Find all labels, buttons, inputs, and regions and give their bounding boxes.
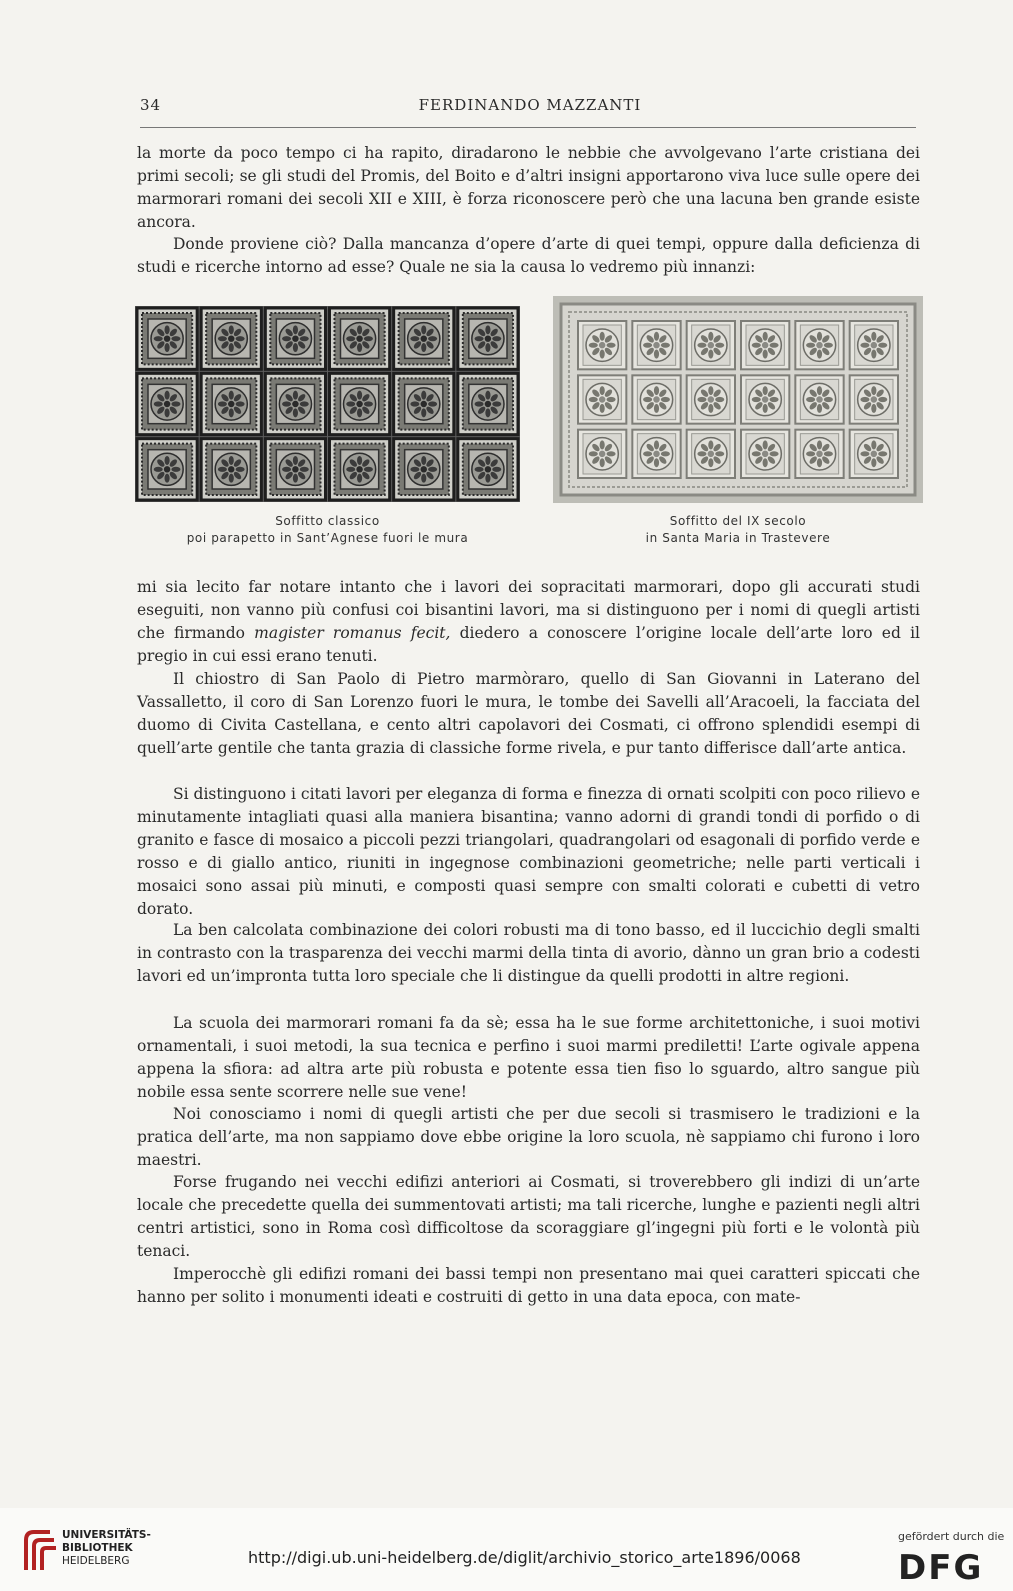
coffer-panel [458, 439, 518, 500]
coffer-panel [741, 430, 789, 478]
coffer-panel [330, 439, 390, 500]
header-rule [140, 127, 916, 128]
coffer-panel [265, 373, 325, 434]
figure-caption-1-subtitle: poi parapetto in Sant’Agnese fuori le mura [186, 531, 469, 545]
coffer-panel [687, 321, 735, 369]
paragraph-2: Donde proviene ciò? Dalla mancanza d’opere d’arte di quei tempi, oppure dalla deficienza di studi e ricerche intorno ad esse? Quale ne sia la causa lo vedremo più innanzi: [137, 235, 920, 276]
coffer-panel [137, 439, 197, 500]
paragraph-8: Noi conosciamo i nomi di quegli artisti che per due secoli si trasmisero le tradizioni e la pratica dell’arte, ma non sappiamo dove ebbe origine la loro scuola, nè sappiamo chi furono i loro maestri. [137, 1105, 920, 1169]
coffer-panel [394, 308, 454, 369]
paragraph-3: mi sia lecito far notare intanto che i lavori dei sopracitati marmorari, dopo gli accurati studi eseguiti, non vanno più confusi coi bisantini lavori, ma si distinguono per i nomi di quegli artisti che firmando magister romanus fecit, diedero a conoscere l’origine locale dell’arte loro ed il pregio in cui essi erano tenuti. [137, 578, 920, 665]
coffer-panel [394, 373, 454, 434]
coffer-panel [795, 430, 843, 478]
coffer-panel [795, 375, 843, 423]
coffered-ceiling-classic-image [135, 306, 520, 502]
coffer-panel [632, 430, 680, 478]
coffer-panel [201, 373, 261, 434]
coffer-panel [265, 439, 325, 500]
figure-caption-2-title: Soffitto del IX secolo [669, 514, 807, 528]
coffered-ceiling-ix-century-image [553, 296, 923, 503]
paragraph-9: Forse frugando nei vecchi edifizi anteriori ai Cosmati, si troverebbero gli indizi di un’arte locale che precedette quella dei summentovati artisti; ma tali ricerche, lunghe e pazienti negli altri centri artistici, sono in Roma così difficoltose da scoraggiare gl’ingegni più forti e le volontà più tenaci. [137, 1173, 920, 1260]
coffer-panel [137, 308, 197, 369]
coffer-panel [578, 321, 626, 369]
figure-caption-1 [130, 513, 525, 547]
university-library-logo-icon [20, 1526, 60, 1576]
coffer-panel [394, 439, 454, 500]
paragraph-10: Imperocchè gli edifizi romani dei bassi tempi non presentano mai quei caratteri spiccati che hanno per solito i monumenti ideati e costruiti di getto in una data epoca, con mate- [137, 1265, 920, 1306]
coffer-panel [741, 321, 789, 369]
figure-caption-2-subtitle: in Santa Maria in Trastevere [645, 531, 831, 545]
dfg-logo: DFG [898, 1548, 984, 1588]
coffer-panel [265, 308, 325, 369]
running-header [140, 96, 920, 120]
coffer-panel [632, 375, 680, 423]
paragraph-4: Il chiostro di San Paolo di Pietro marmòraro, quello di San Giovanni in Laterano del Vassalletto, il coro di San Lorenzo fuori le mura, le tombe dei Savelli all’Aracoeli, la facciata del duomo di Civita Castellana, e cento altri capolavori dei Cosmati, ci offrono splendidi esempi di quell’arte gentile che tanta grazia di classiche forme rivela, e pur tanto differisce dall’arte antica. [137, 670, 920, 757]
italic-inscription: magister romanus fecit, [254, 623, 451, 642]
paragraph-6: La ben calcolata combinazione dei colori robusti ma di tono basso, ed il luccichio degli smalti in contrasto con la trasparenza dei vecchi marmi della tinta di avorio, dànno un gran brio a codesti lavori ed un’impronta tutta loro speciale che li distingue da quelli prodotti in altre regioni. [137, 921, 920, 985]
coffer-panel [850, 321, 898, 369]
funding-label: gefördert durch die [898, 1530, 1005, 1543]
coffer-panel [201, 308, 261, 369]
coffer-panel [578, 375, 626, 423]
running-title: FERDINANDO MAZZANTI [418, 96, 642, 114]
coffer-panel [330, 308, 390, 369]
paragraph-5: Si distinguono i citati lavori per eleganza di forma e finezza di ornati scolpiti con poco rilievo e minutamente intagliati quasi alla maniera bisantina; vanno adorni di grandi tondi di porfido o di granito e fasce di mosaico a piccoli pezzi triangolari, quadrangolari od esagonali di porfido verde e rosso e di giallo antico, riuniti in ingegnose combinazioni geometriche; nelle parti verticali i mosaici sono assai più minuti, e composti quasi sempre con smalti colorati e cubetti di vetro dorato. [137, 785, 920, 918]
coffer-panel [632, 321, 680, 369]
source-url-link[interactable]: http://digi.ub.uni-heidelberg.de/diglit/archivio_storico_arte1896/0068 [248, 1548, 801, 1567]
page-number: 34 [140, 96, 162, 114]
coffer-panel [458, 373, 518, 434]
paragraph-1: la morte da poco tempo ci ha rapito, diradarono le nebbie che avvolgevano l’arte cristiana dei primi secoli; se gli studi del Promis, del Boito e d’altri insigni apportarono viva luce sulle opere dei marmorari romani dei secoli XII e XIII, è forza riconoscere però che una lacuna ben grande esiste ancora. [137, 144, 920, 231]
coffer-panel [137, 373, 197, 434]
library-name: UNIVERSITÄTS- BIBLIOTHEK HEIDELBERG [62, 1529, 151, 1567]
coffer-panel [795, 321, 843, 369]
coffer-panel [741, 375, 789, 423]
coffer-panel [850, 430, 898, 478]
coffer-panel [330, 373, 390, 434]
coffer-panel [687, 430, 735, 478]
coffer-panel [201, 439, 261, 500]
coffer-panel [458, 308, 518, 369]
coffer-panel [687, 375, 735, 423]
figure-caption-2 [548, 513, 928, 547]
paragraph-7: La scuola dei marmorari romani fa da sè; essa ha le sue forme architettoniche, i suoi motivi ornamentali, i suoi metodi, la sua tecnica e perfino i suoi marmi prediletti! L’arte ogivale appena appena la sfiora: ad altra arte più robusta e potente essa tien fiso lo sguardo, altro sangue più nobile essa sente scorrere nelle sue vene! [137, 1014, 920, 1101]
coffer-panel [850, 375, 898, 423]
coffer-panel [578, 430, 626, 478]
figure-caption-1-title: Soffitto classico [275, 514, 380, 528]
